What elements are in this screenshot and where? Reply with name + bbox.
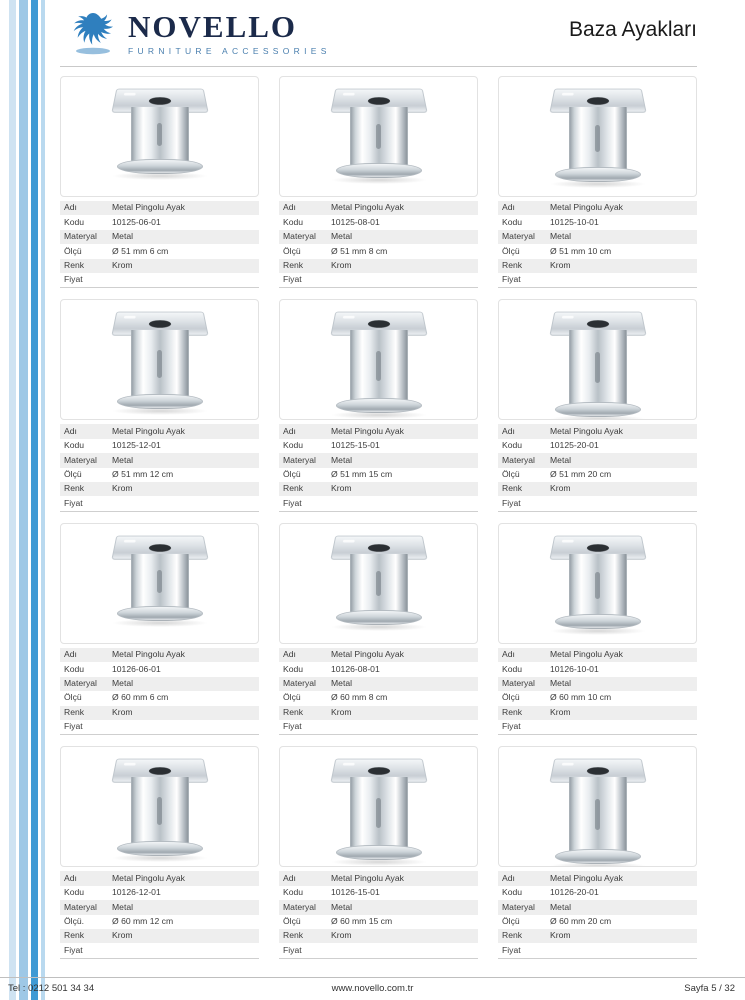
spec-value-material: Metal: [112, 678, 134, 689]
spec-row-code: [498, 662, 697, 676]
spec-row-color: [279, 482, 478, 496]
leg-shadow: [112, 854, 208, 862]
spec-label-color: Renk: [64, 260, 85, 271]
spec-label-name: Adı: [283, 649, 296, 660]
spec-row-code: [60, 215, 259, 229]
spec-label-price: Fiyat: [502, 944, 521, 955]
spec-row-price: [60, 943, 259, 958]
spec-label-code: Kodu: [502, 216, 523, 227]
leg-cylinder-body: [350, 107, 408, 169]
spec-value-name: Metal Pingolu Ayak: [550, 649, 623, 660]
spec-row-size: [279, 244, 478, 258]
spec-value-color: Krom: [112, 260, 133, 271]
footer-page-number: Sayfa 5 / 32: [684, 983, 735, 994]
product-card[interactable]: [60, 523, 259, 735]
spec-row-material: [279, 453, 478, 467]
spec-label-price: Fiyat: [283, 497, 302, 508]
product-spec-table: [498, 201, 697, 288]
spec-row-material: [498, 230, 697, 244]
spec-label-material: Materyal: [283, 901, 316, 912]
spec-label-name: Adı: [64, 872, 77, 883]
spec-label-material: Materyal: [502, 901, 535, 912]
spec-row-code: [279, 215, 478, 229]
spec-value-name: Metal Pingolu Ayak: [550, 425, 623, 436]
leg-cylinder-body: [350, 330, 408, 404]
spec-value-code: 10126-08-01: [331, 663, 380, 674]
spec-row-code: [498, 439, 697, 453]
spec-value-size: Ø 60 mm 12 cm: [112, 915, 174, 926]
leg-shadow: [331, 623, 427, 631]
product-spec-table: [279, 424, 478, 511]
spec-row-code: [279, 886, 478, 900]
spec-label-material: Materyal: [283, 454, 316, 465]
spec-label-price: Fiyat: [64, 274, 83, 285]
spec-row-material: [498, 900, 697, 914]
spec-value-color: Krom: [550, 706, 571, 717]
spec-row-material: [279, 677, 478, 691]
spec-label-size: Ölçü: [502, 245, 520, 256]
spec-label-size: Ölçü: [502, 469, 520, 480]
spec-label-size: Ölçü: [502, 915, 520, 926]
spec-label-size: Ölçü: [283, 692, 301, 703]
spec-row-color: [279, 706, 478, 720]
spec-label-price: Fiyat: [502, 721, 521, 732]
brand-name: NOVELLO: [128, 8, 298, 44]
spec-value-size: Ø 51 mm 10 cm: [550, 245, 612, 256]
spec-row-price: [279, 720, 478, 735]
page-title: Baza Ayakları: [568, 18, 697, 41]
spec-value-name: Metal Pingolu Ayak: [331, 425, 404, 436]
product-spec-table: [279, 201, 478, 288]
spec-label-name: Adı: [502, 872, 515, 883]
product-spec-table: [498, 871, 697, 958]
spec-label-size: Ölçü: [64, 245, 82, 256]
spec-label-code: Kodu: [64, 216, 85, 227]
spec-row-color: [498, 706, 697, 720]
spec-value-material: Metal: [331, 231, 353, 242]
spec-label-name: Adı: [64, 649, 77, 660]
spec-label-color: Renk: [502, 483, 523, 494]
spec-label-price: Fiyat: [64, 721, 83, 732]
leg-shadow: [112, 407, 208, 415]
spec-label-code: Kodu: [502, 440, 523, 451]
spec-value-name: Metal Pingolu Ayak: [331, 872, 404, 883]
spec-value-name: Metal Pingolu Ayak: [550, 202, 623, 213]
product-spec-table: [498, 424, 697, 511]
spec-value-color: Krom: [550, 930, 571, 941]
phoenix-bird-icon: [64, 8, 122, 58]
leg-shadow: [331, 176, 427, 184]
spec-label-color: Renk: [502, 706, 523, 717]
spec-label-price: Fiyat: [64, 497, 83, 508]
spec-value-name: Metal Pingolu Ayak: [331, 649, 404, 660]
spec-label-material: Materyal: [64, 678, 97, 689]
product-card[interactable]: [279, 299, 478, 511]
spec-value-material: Metal: [550, 901, 572, 912]
spec-row-price: [498, 273, 697, 288]
spec-value-size: Ø 51 mm 6 cm: [112, 245, 169, 256]
spec-value-name: Metal Pingolu Ayak: [112, 649, 185, 660]
spec-value-color: Krom: [331, 260, 352, 271]
spec-value-name: Metal Pingolu Ayak: [112, 872, 185, 883]
spec-row-size: [60, 915, 259, 929]
leg-shadow: [550, 180, 646, 188]
spec-value-code: 10126-12-01: [112, 887, 161, 898]
spec-row-color: [60, 706, 259, 720]
spec-row-name: [60, 648, 259, 662]
product-card[interactable]: [279, 76, 478, 288]
spec-row-price: [60, 273, 259, 288]
spec-label-size: Ölçü: [64, 692, 82, 703]
spec-row-material: [498, 677, 697, 691]
leg-shadow: [331, 858, 427, 866]
spec-label-code: Kodu: [502, 887, 523, 898]
spec-label-material: Materyal: [64, 231, 97, 242]
spec-label-price: Fiyat: [283, 944, 302, 955]
leg-cylinder-body: [350, 554, 408, 616]
spec-row-color: [279, 259, 478, 273]
spec-label-color: Renk: [283, 930, 304, 941]
spec-value-size: Ø 60 mm 6 cm: [112, 692, 169, 703]
leg-shadow: [331, 411, 427, 419]
spec-value-size: Ø 60 mm 10 cm: [550, 692, 612, 703]
spec-label-size: Ölçü: [283, 469, 301, 480]
spec-value-code: 10125-10-01: [550, 216, 599, 227]
leg-shadow: [550, 415, 646, 420]
product-image[interactable]: [279, 746, 478, 867]
spec-value-color: Krom: [112, 930, 133, 941]
product-image[interactable]: [279, 523, 478, 644]
spec-row-size: [279, 915, 478, 929]
spec-row-material: [279, 230, 478, 244]
leg-cylinder-body: [569, 554, 627, 620]
spec-row-price: [60, 720, 259, 735]
spec-value-color: Krom: [331, 706, 352, 717]
spec-row-material: [60, 900, 259, 914]
spec-row-code: [60, 886, 259, 900]
spec-value-size: Ø 51 mm 15 cm: [331, 469, 393, 480]
spec-row-size: [60, 244, 259, 258]
spec-label-size: Ölçü: [64, 469, 82, 480]
leg-cylinder-body: [131, 330, 189, 400]
spec-label-code: Kodu: [64, 440, 85, 451]
spec-row-code: [279, 662, 478, 676]
spec-row-name: [279, 871, 478, 885]
product-image[interactable]: [498, 746, 697, 867]
product-card[interactable]: [279, 523, 478, 735]
brand-logo: [64, 8, 331, 58]
spec-label-size: Ölçü.: [64, 915, 85, 926]
spec-row-price: [279, 496, 478, 511]
spec-label-price: Fiyat: [502, 274, 521, 285]
spec-row-name: [60, 871, 259, 885]
spec-row-name: [498, 424, 697, 438]
product-spec-table: [498, 648, 697, 735]
spec-label-price: Fiyat: [502, 497, 521, 508]
spec-label-code: Kodu: [283, 216, 304, 227]
spec-value-size: Ø 60 mm 8 cm: [331, 692, 388, 703]
spec-value-color: Krom: [331, 930, 352, 941]
spec-row-name: [60, 201, 259, 215]
spec-value-size: Ø 51 mm 8 cm: [331, 245, 388, 256]
spec-value-material: Metal: [112, 454, 134, 465]
spec-row-size: [498, 468, 697, 482]
spec-value-material: Metal: [331, 901, 353, 912]
spec-value-size: Ø 51 mm 20 cm: [550, 469, 612, 480]
spec-label-size: Ölçü: [283, 915, 301, 926]
spec-label-material: Materyal: [283, 678, 316, 689]
spec-row-size: [60, 468, 259, 482]
product-spec-table: [60, 424, 259, 511]
spec-row-color: [498, 929, 697, 943]
spec-value-color: Krom: [331, 483, 352, 494]
spec-value-material: Metal: [112, 901, 134, 912]
spec-value-material: Metal: [550, 231, 572, 242]
spec-value-color: Krom: [550, 483, 571, 494]
product-image[interactable]: [60, 746, 259, 867]
product-card[interactable]: [60, 299, 259, 511]
spec-row-code: [498, 215, 697, 229]
spec-label-code: Kodu: [283, 887, 304, 898]
spec-label-material: Materyal: [502, 231, 535, 242]
spec-row-code: [279, 439, 478, 453]
page-footer: [0, 978, 745, 1000]
product-image[interactable]: [498, 76, 697, 197]
spec-row-size: [279, 468, 478, 482]
spec-label-code: Kodu: [283, 663, 304, 674]
product-image[interactable]: [498, 523, 697, 644]
spec-value-code: 10126-15-01: [331, 887, 380, 898]
spec-value-code: 10125-08-01: [331, 216, 380, 227]
spec-value-code: 10125-06-01: [112, 216, 161, 227]
spec-row-size: [279, 691, 478, 705]
leg-cylinder-body: [569, 107, 627, 173]
spec-row-size: [60, 691, 259, 705]
leg-cylinder-body: [131, 777, 189, 847]
spec-row-name: [498, 648, 697, 662]
leg-shadow: [550, 627, 646, 635]
product-spec-table: [60, 201, 259, 288]
spec-row-code: [60, 439, 259, 453]
spec-value-size: Ø 60 mm 15 cm: [331, 915, 393, 926]
product-card[interactable]: [498, 746, 697, 958]
product-card[interactable]: [60, 76, 259, 288]
spec-value-material: Metal: [331, 454, 353, 465]
spec-label-material: Materyal: [64, 901, 97, 912]
spec-label-code: Kodu: [64, 887, 85, 898]
spec-row-name: [279, 424, 478, 438]
leg-shadow: [550, 862, 646, 867]
spec-row-price: [279, 943, 478, 958]
spec-row-size: [498, 915, 697, 929]
spec-label-material: Materyal: [502, 678, 535, 689]
spec-row-color: [60, 929, 259, 943]
spec-row-price: [498, 943, 697, 958]
spec-label-color: Renk: [64, 930, 85, 941]
spec-label-color: Renk: [64, 706, 85, 717]
footer-phone: Tel : 0212 501 34 34: [8, 983, 95, 994]
brand-tagline: FURNITURE ACCESSORIES: [128, 45, 331, 56]
spec-label-name: Adı: [64, 202, 77, 213]
product-image[interactable]: [279, 76, 478, 197]
spec-row-name: [279, 201, 478, 215]
spec-label-price: Fiyat: [64, 944, 83, 955]
spec-label-name: Adı: [283, 425, 296, 436]
leg-cylinder-body: [350, 777, 408, 851]
spec-row-code: [498, 886, 697, 900]
spec-row-name: [279, 648, 478, 662]
spec-row-color: [60, 482, 259, 496]
leg-cylinder-body: [569, 777, 627, 855]
spec-label-name: Adı: [64, 425, 77, 436]
spec-value-material: Metal: [331, 678, 353, 689]
spec-value-size: Ø 51 mm 12 cm: [112, 469, 174, 480]
spec-label-code: Kodu: [64, 663, 85, 674]
spec-label-name: Adı: [502, 425, 515, 436]
spec-value-color: Krom: [112, 706, 133, 717]
spec-row-material: [279, 900, 478, 914]
product-card[interactable]: [498, 299, 697, 511]
spec-value-code: 10125-15-01: [331, 440, 380, 451]
spec-label-name: Adı: [283, 872, 296, 883]
spec-label-price: Fiyat: [283, 721, 302, 732]
spec-row-material: [60, 230, 259, 244]
spec-label-code: Kodu: [283, 440, 304, 451]
spec-label-material: Materyal: [502, 454, 535, 465]
spec-label-size: Ölçü: [283, 245, 301, 256]
spec-value-size: Ø 60 mm 20 cm: [550, 915, 612, 926]
product-spec-table: [279, 648, 478, 735]
leg-shadow: [112, 619, 208, 627]
spec-row-color: [60, 259, 259, 273]
product-card[interactable]: [498, 523, 697, 735]
spec-value-code: 10125-12-01: [112, 440, 161, 451]
spec-row-price: [498, 496, 697, 511]
spec-label-color: Renk: [283, 483, 304, 494]
product-card[interactable]: [60, 746, 259, 958]
spec-label-name: Adı: [283, 202, 296, 213]
product-image[interactable]: [60, 523, 259, 644]
spec-value-color: Krom: [550, 260, 571, 271]
product-spec-table: [60, 648, 259, 735]
spec-value-code: 10126-20-01: [550, 887, 599, 898]
leg-cylinder-body: [131, 107, 189, 165]
spec-row-name: [60, 424, 259, 438]
spec-row-price: [498, 720, 697, 735]
spec-row-material: [60, 677, 259, 691]
product-image[interactable]: [60, 76, 259, 197]
spec-row-color: [279, 929, 478, 943]
spec-label-size: Ölçü: [502, 692, 520, 703]
product-card[interactable]: [498, 76, 697, 288]
page-header: [48, 0, 745, 66]
spec-value-code: 10126-10-01: [550, 663, 599, 674]
spec-label-price: Fiyat: [283, 274, 302, 285]
spec-row-code: [60, 662, 259, 676]
spec-row-name: [498, 201, 697, 215]
spec-row-material: [498, 453, 697, 467]
spec-value-name: Metal Pingolu Ayak: [112, 425, 185, 436]
product-image[interactable]: [279, 299, 478, 420]
left-decorative-band: [0, 0, 48, 1000]
spec-label-color: Renk: [283, 706, 304, 717]
leg-cylinder-body: [131, 554, 189, 612]
spec-row-price: [279, 273, 478, 288]
spec-row-price: [60, 496, 259, 511]
spec-value-code: 10125-20-01: [550, 440, 599, 451]
spec-row-size: [498, 691, 697, 705]
spec-value-material: Metal: [112, 231, 134, 242]
spec-label-color: Renk: [502, 260, 523, 271]
spec-label-code: Kodu: [502, 663, 523, 674]
leg-shadow: [112, 172, 208, 180]
spec-row-size: [498, 244, 697, 258]
product-image[interactable]: [60, 299, 259, 420]
spec-row-color: [498, 259, 697, 273]
product-grid: [60, 76, 697, 959]
footer-website[interactable]: www.novello.com.tr: [331, 983, 414, 994]
spec-label-color: Renk: [502, 930, 523, 941]
spec-label-name: Adı: [502, 649, 515, 660]
spec-label-color: Renk: [283, 260, 304, 271]
spec-row-name: [498, 871, 697, 885]
spec-value-name: Metal Pingolu Ayak: [331, 202, 404, 213]
spec-value-name: Metal Pingolu Ayak: [550, 872, 623, 883]
spec-row-color: [498, 482, 697, 496]
spec-row-material: [60, 453, 259, 467]
product-image[interactable]: [498, 299, 697, 420]
spec-value-name: Metal Pingolu Ayak: [112, 202, 185, 213]
header-divider: [60, 66, 697, 67]
spec-label-color: Renk: [64, 483, 85, 494]
leg-cylinder-body: [569, 330, 627, 408]
spec-value-color: Krom: [112, 483, 133, 494]
spec-label-material: Materyal: [64, 454, 97, 465]
spec-value-code: 10126-06-01: [112, 663, 161, 674]
spec-label-name: Adı: [502, 202, 515, 213]
spec-label-material: Materyal: [283, 231, 316, 242]
product-spec-table: [60, 871, 259, 958]
spec-value-material: Metal: [550, 454, 572, 465]
spec-value-material: Metal: [550, 678, 572, 689]
product-card[interactable]: [279, 746, 478, 958]
product-spec-table: [279, 871, 478, 958]
